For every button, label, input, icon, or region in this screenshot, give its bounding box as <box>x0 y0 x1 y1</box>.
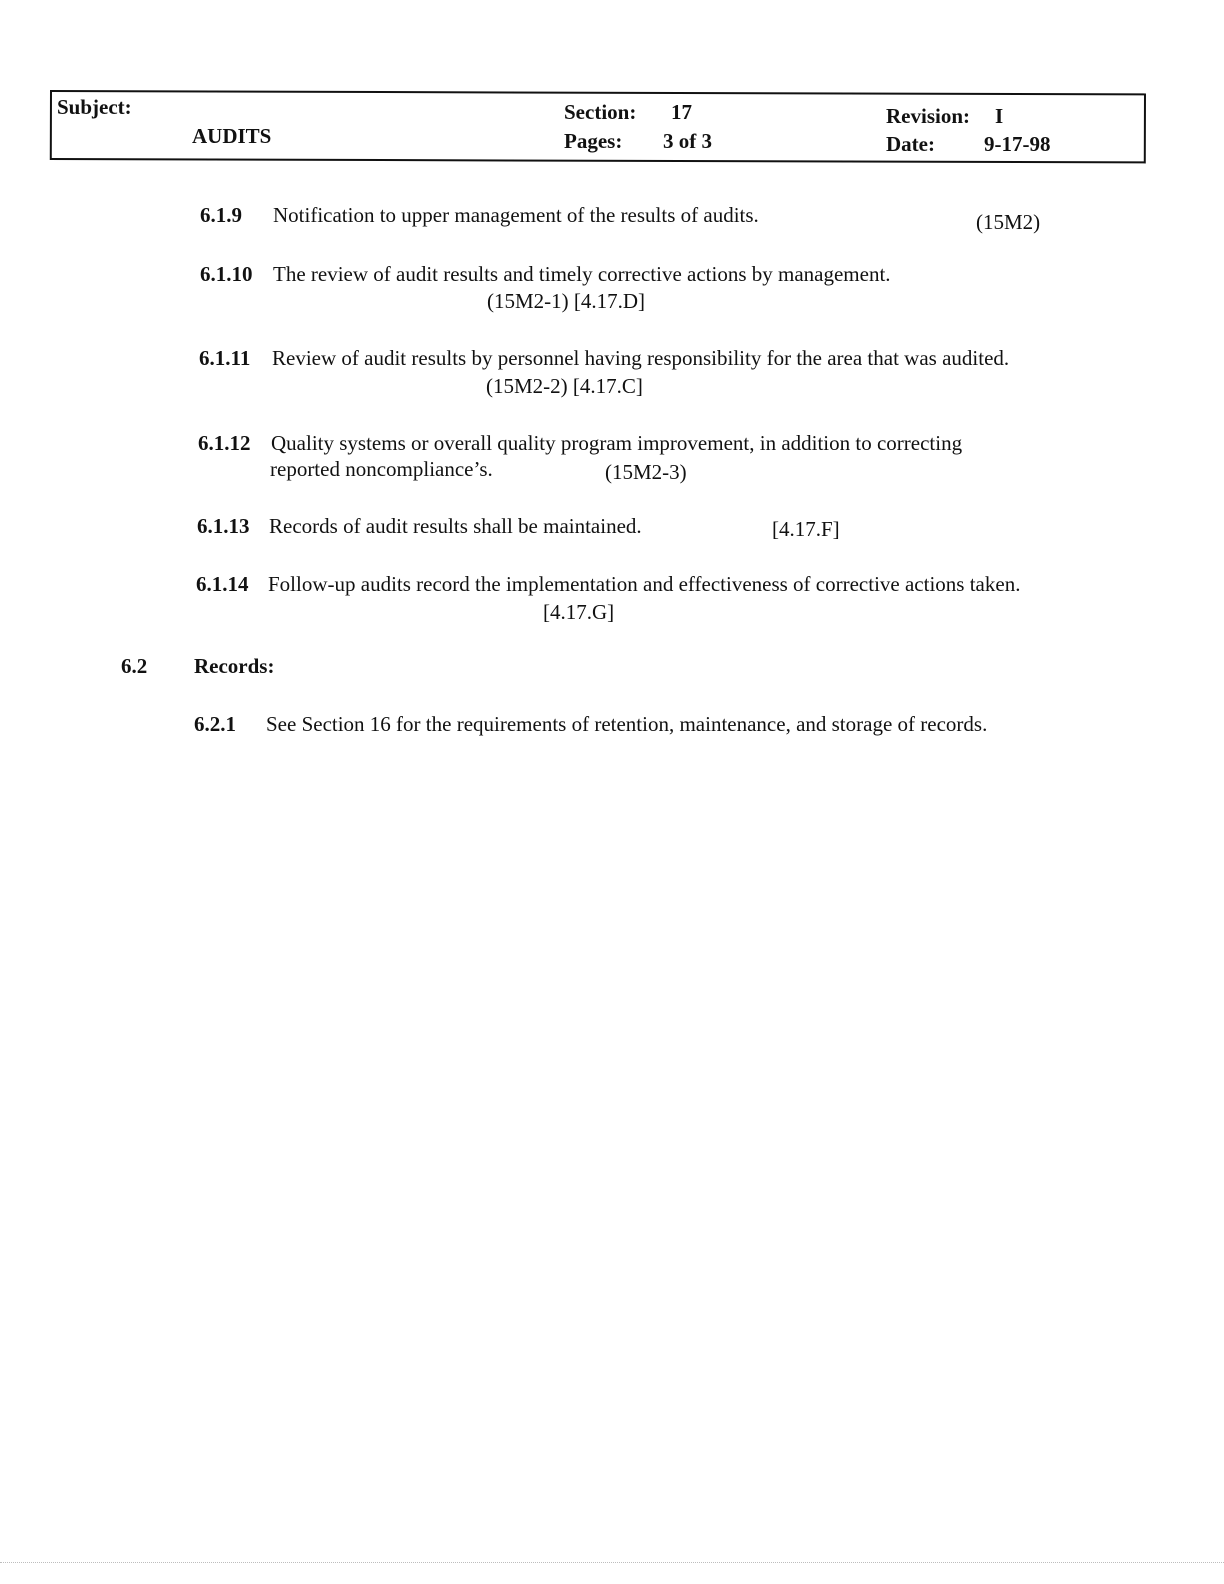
date-value: 9-17-98 <box>984 132 1051 156</box>
item-reference: [4.17.G] <box>543 600 615 624</box>
item-reference: [4.17.F] <box>772 517 840 541</box>
item-reference: (15M2) <box>976 210 1041 234</box>
item-number: 6.1.10 <box>200 262 253 286</box>
item-text: Notification to upper management of the results of audits. <box>273 203 759 227</box>
item-text: Records of audit results shall be maintained. <box>269 514 642 538</box>
item-text: Quality systems or overall quality program improvement, in addition to correcting <box>271 431 963 455</box>
item-reference: (15M2-3) <box>605 460 687 484</box>
item-text-continued: reported noncompliance’s. <box>270 457 493 481</box>
item-number: 6.2.1 <box>194 712 236 736</box>
item-text: Follow-up audits record the implementation and effectiveness of corrective actions taken. <box>268 572 1021 596</box>
item-number: 6.1.13 <box>197 514 250 538</box>
pages-value: 3 of 3 <box>663 129 712 153</box>
revision-value: I <box>995 104 1004 128</box>
item-number: 6.1.12 <box>198 431 251 455</box>
item-number: 6.1.9 <box>200 203 242 227</box>
subject-label: Subject: <box>57 95 132 119</box>
scan-artifact-line <box>0 1562 1224 1564</box>
item-number: 6.1.11 <box>199 346 251 370</box>
section-title: Records: <box>194 654 275 678</box>
item-reference: (15M2-1) [4.17.D] <box>487 289 646 313</box>
item-number: 6.1.14 <box>196 572 249 596</box>
item-text: See Section 16 for the requirements of retention, maintenance, and storage of records. <box>266 712 988 736</box>
subject-value: AUDITS <box>192 124 272 148</box>
date-label: Date: <box>886 132 935 156</box>
section-label: Section: <box>564 100 637 124</box>
section-number: 6.2 <box>121 654 148 678</box>
item-text: The review of audit results and timely corrective actions by management. <box>273 262 891 286</box>
pages-label: Pages: <box>564 129 623 153</box>
section-value: 17 <box>671 100 692 124</box>
item-reference: (15M2-2) [4.17.C] <box>486 374 643 398</box>
revision-label: Revision: <box>886 104 970 128</box>
item-text: Review of audit results by personnel having responsibility for the area that was audited. <box>272 346 1010 370</box>
